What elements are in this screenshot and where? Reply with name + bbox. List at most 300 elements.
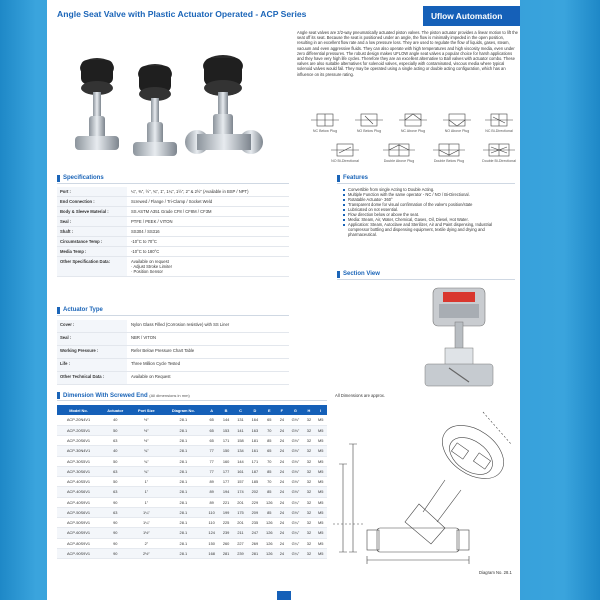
table-cell: 185 <box>248 477 262 487</box>
table-cell: 1½" <box>131 528 163 538</box>
table-cell: 70 <box>262 425 276 435</box>
table-cell: 50 <box>100 456 131 466</box>
actuator-key: Cover : <box>57 320 127 332</box>
table-cell: 28.1 <box>162 538 204 548</box>
spec-row <box>57 247 289 257</box>
symbol-nc-above-plug <box>395 112 431 136</box>
symbol-double-bi-directional <box>481 142 517 166</box>
table-row <box>57 538 327 548</box>
table-cell: 24 <box>276 415 287 425</box>
table-cell: 24 <box>276 436 287 446</box>
spec-value: Screwed / Flange / Tri-Clamp / Socket Weld <box>131 199 213 204</box>
page-number-tab <box>277 591 291 600</box>
actuator-key: Working Pressure : <box>57 346 127 358</box>
table-cell: 281 <box>219 548 233 558</box>
table-cell: G⅛" <box>287 425 303 435</box>
table-cell: ACP-80S9V1 <box>57 538 100 548</box>
table-cell: M5 <box>314 548 327 558</box>
actuator-value: Available on Request <box>131 374 171 379</box>
table-cell: 171 <box>248 456 262 466</box>
table-cell: 164 <box>248 415 262 425</box>
column-header: A <box>204 405 218 415</box>
table-cell: ½" <box>131 415 163 425</box>
table-cell: 126 <box>262 497 276 507</box>
table-cell: 24 <box>276 425 287 435</box>
spec-value: SS ASTM A351 Grade CF8 / CF8M / CF3M <box>131 209 212 214</box>
table-cell: M5 <box>314 507 327 517</box>
spec-value: -10°C to 180°C <box>131 249 160 254</box>
brand-badge: Uflow Automation <box>423 6 520 26</box>
table-cell: M5 <box>314 425 327 435</box>
feature-item: Multiple Function with the same operator - NC / NO / Bi-Directional. <box>343 192 513 197</box>
spec-key: Seal : <box>57 217 127 226</box>
table-cell: 32 <box>304 415 315 425</box>
table-cell: 24 <box>276 507 287 517</box>
table-cell: G¼" <box>287 528 303 538</box>
column-header: Diagram No. <box>162 405 204 415</box>
spec-key: Media Temp : <box>57 247 127 256</box>
table-cell: ¾" <box>131 456 163 466</box>
dimension-note: All Dimensions are approx. <box>335 393 386 398</box>
table-cell: 32 <box>304 487 315 497</box>
table-cell: 65 <box>262 446 276 456</box>
table-cell: 144 <box>219 415 233 425</box>
spec-row <box>57 227 289 237</box>
table-cell: ACP-30N4V1 <box>57 446 100 456</box>
table-cell: 150 <box>204 538 218 548</box>
feature-item: Application: Steam, Autoclave and Sterilizer, Air and Paint dispensing, Industrial compressor bottling and dispensing equipment, textile dying and drying and pharmaceutical. <box>343 222 513 237</box>
table-row <box>57 548 327 558</box>
table-cell: 32 <box>304 425 315 435</box>
table-cell: ½" <box>131 425 163 435</box>
table-row <box>57 518 327 528</box>
table-cell: 239 <box>233 548 247 558</box>
column-header: F <box>276 405 287 415</box>
table-cell: 181 <box>248 436 262 446</box>
valve-symbols <box>299 112 517 170</box>
table-cell: 201 <box>233 518 247 528</box>
table-cell: 70 <box>262 477 276 487</box>
product-photo <box>53 30 289 170</box>
valve-drawing-icon <box>333 404 517 576</box>
table-cell: 269 <box>248 538 262 548</box>
table-cell: 65 <box>204 415 218 425</box>
table-cell: 24 <box>276 456 287 466</box>
dimension-subtitle: (All dimensions in mm) <box>149 393 190 398</box>
symbol-label: Double Below Plug <box>433 159 465 163</box>
table-cell: 221 <box>219 497 233 507</box>
table-cell: G¼" <box>287 497 303 507</box>
column-header: D <box>248 405 262 415</box>
table-cell: 40 <box>100 415 131 425</box>
table-cell: 126 <box>262 518 276 528</box>
dimension-body <box>57 415 327 559</box>
valve-photo-icon <box>53 30 289 170</box>
table-cell: 1" <box>131 497 163 507</box>
column-header: Actuator <box>100 405 131 415</box>
table-cell: 24 <box>276 528 287 538</box>
table-cell: ACP-50S9V1 <box>57 518 100 528</box>
table-cell: 168 <box>204 548 218 558</box>
table-cell: 202 <box>248 487 262 497</box>
column-header: C <box>233 405 247 415</box>
table-row <box>57 507 327 517</box>
table-cell: ACP-30S6V1 <box>57 466 100 476</box>
section-heading-specifications: Specifications <box>57 174 289 184</box>
table-cell: M5 <box>314 415 327 425</box>
actuator-row <box>57 372 289 385</box>
table-cell: 1¼" <box>131 518 163 528</box>
table-cell: G⅛" <box>287 436 303 446</box>
table-cell: 24 <box>276 538 287 548</box>
table-cell: 32 <box>304 446 315 456</box>
page-header <box>47 0 520 30</box>
table-cell: M5 <box>314 477 327 487</box>
section-heading-actuator-type: Actuator Type <box>57 306 289 316</box>
catalog-page <box>47 0 520 600</box>
table-cell: 201 <box>233 497 247 507</box>
table-row <box>57 425 327 435</box>
table-cell: 24 <box>276 446 287 456</box>
table-row <box>57 477 327 487</box>
table-cell: M5 <box>314 538 327 548</box>
table-cell: 28.1 <box>162 456 204 466</box>
table-cell: 209 <box>248 507 262 517</box>
table-cell: 187 <box>248 466 262 476</box>
table-cell: 32 <box>304 518 315 528</box>
table-cell: 144 <box>233 456 247 466</box>
table-cell: 32 <box>304 466 315 476</box>
table-cell: 32 <box>304 538 315 548</box>
section-heading-features: Features <box>337 174 515 184</box>
spec-value: SS304 / SS316 <box>131 229 160 234</box>
feature-item: Media: Steam, Air, Water, Chemical, Gases, Oil, Diesel, Hot Water. <box>343 217 513 222</box>
column-header: G <box>287 405 303 415</box>
symbol-label: Double Bi-Directional <box>482 159 516 163</box>
symbol-nc-bi-directional <box>481 112 517 136</box>
table-cell: 63 <box>100 466 131 476</box>
table-cell: 63 <box>100 487 131 497</box>
actuator-value: Three Million Cycle Tested <box>131 361 181 366</box>
page-title: Angle Seat Valve with Plastic Actuator Operated - ACP Series <box>57 9 307 19</box>
table-cell: 28.1 <box>162 487 204 497</box>
table-cell: ACP-50S6V1 <box>57 507 100 517</box>
table-cell: 194 <box>219 487 233 497</box>
table-cell: ACP-90S9V1 <box>57 548 100 558</box>
table-cell: M5 <box>314 528 327 538</box>
symbol-label: NC Above Plug <box>400 129 426 133</box>
table-cell: 24 <box>276 487 287 497</box>
actuator-key: Seal : <box>57 333 127 345</box>
table-cell: 175 <box>233 507 247 517</box>
table-cell: G¼" <box>287 538 303 548</box>
table-cell: 28.1 <box>162 466 204 476</box>
table-cell: G⅛" <box>287 477 303 487</box>
table-cell: 63 <box>100 507 131 517</box>
table-cell: 134 <box>233 446 247 456</box>
table-cell: 28.1 <box>162 497 204 507</box>
column-header: B <box>219 405 233 415</box>
column-header: H <box>304 405 315 415</box>
symbol-label: NO Above Plug <box>444 129 470 133</box>
table-cell: 1" <box>131 487 163 497</box>
spec-row <box>57 237 289 247</box>
table-cell: 63 <box>100 436 131 446</box>
symbol-label: NO Below Plug <box>356 129 382 133</box>
table-cell: 24 <box>276 466 287 476</box>
column-header: E <box>262 405 276 415</box>
table-cell: 28.1 <box>162 507 204 517</box>
table-cell: 89 <box>204 487 218 497</box>
actuator-key: Life : <box>57 359 127 371</box>
table-cell: M5 <box>314 487 327 497</box>
table-cell: 77 <box>204 466 218 476</box>
table-cell: 177 <box>219 477 233 487</box>
table-cell: 28.1 <box>162 436 204 446</box>
table-cell: 160 <box>219 456 233 466</box>
table-cell: 32 <box>304 548 315 558</box>
spec-key: Circumstance Temp : <box>57 237 127 246</box>
table-row <box>57 415 327 425</box>
spec-value: -10°C to 70°C <box>131 239 157 244</box>
spec-row <box>57 207 289 217</box>
dimension-title: Dimension With Screwed End <box>63 393 148 399</box>
table-cell: ACP-20N4V1 <box>57 415 100 425</box>
table-cell: 70 <box>262 456 276 466</box>
spec-key: Shaft : <box>57 227 127 236</box>
table-cell: 260 <box>219 538 233 548</box>
diagram-caption: Diagram No. 28.1 <box>479 570 512 575</box>
table-cell: 24 <box>276 497 287 507</box>
symbol-nc-below-plug <box>307 112 343 136</box>
table-cell: 90 <box>100 497 131 507</box>
column-header: Port Size <box>131 405 163 415</box>
table-cell: 161 <box>233 466 247 476</box>
table-cell: 85 <box>262 436 276 446</box>
actuator-key: Other Technical Data : <box>57 372 127 384</box>
table-cell: 239 <box>219 528 233 538</box>
table-row <box>57 436 327 446</box>
table-cell: 24 <box>276 477 287 487</box>
dimension-table <box>57 405 327 559</box>
table-cell: ACP-40S9V1 <box>57 497 100 507</box>
table-cell: 153 <box>219 425 233 435</box>
table-cell: 32 <box>304 436 315 446</box>
table-cell: 32 <box>304 528 315 538</box>
table-cell: 24 <box>276 518 287 528</box>
table-cell: 150 <box>219 446 233 456</box>
table-cell: 247 <box>248 528 262 538</box>
table-cell: 126 <box>262 538 276 548</box>
table-cell: 90 <box>100 518 131 528</box>
features-list <box>343 187 513 237</box>
table-cell: 32 <box>304 477 315 487</box>
intro-paragraph: Angle seat valves are 2/2-way pneumatically actuated piston valves. The piston actuator provides a linear motion to lift the seat off its seat. Because the seat is positioned under an angle, the flow is minimally impeded in the open position, resulting in an excellent flow rate and a low pressure loss. They are used to regulate the flow of liquids, gases, steam, vacuum and even aggressive fluids. They can also operate with high temperatures and high viscosity media, even under zero differential pressures. The robust design makes UFLOW angle seat valves a popular choice for harsh applications and they have very high life cycles. Therefore they are an excellent alternative to Ball valves with actuator combo. These valves are also suitable alternatives for solenoid valves, especially with contaminated, viscous media where typical solenoid valves would fail. They may be operated using a single acting or double acting configuration, which has an influence on its pressure rating. <box>297 30 518 77</box>
actuator-value: Refer Below Pressure Chart Table <box>131 348 195 353</box>
actuator-row <box>57 333 289 346</box>
table-cell: 28.1 <box>162 477 204 487</box>
table-cell: 89 <box>204 497 218 507</box>
table-cell: G⅛" <box>287 507 303 517</box>
table-cell: 2½" <box>131 548 163 558</box>
dimension-header-row <box>57 405 327 415</box>
table-cell: 281 <box>248 548 262 558</box>
section-view-image <box>419 282 499 392</box>
table-cell: 85 <box>262 507 276 517</box>
table-cell: ACP-60S9V1 <box>57 528 100 538</box>
table-cell: 77 <box>204 456 218 466</box>
table-cell: M5 <box>314 446 327 456</box>
table-cell: 225 <box>219 518 233 528</box>
spec-value: ¼", ⅜", ½", ¾", 1", 1¼", 1½", 2" & 2½" (Available in BSP / NPT) <box>131 189 249 194</box>
spec-value: Available on request · Adjust Stroke Limiter · Position Sensor <box>131 259 172 274</box>
symbol-label: Double Above Plug <box>383 159 415 163</box>
table-cell: G⅛" <box>287 466 303 476</box>
section-heading-section-view: Section View <box>337 270 515 280</box>
actuator-row <box>57 359 289 372</box>
table-cell: 65 <box>204 436 218 446</box>
spec-key: End Connection : <box>57 197 127 206</box>
table-cell: 124 <box>204 528 218 538</box>
table-cell: 199 <box>219 507 233 517</box>
spec-value: PTFE / PEEK / VITON <box>131 219 173 224</box>
table-cell: 141 <box>233 425 247 435</box>
table-cell: 2" <box>131 538 163 548</box>
table-row <box>57 487 327 497</box>
symbol-label: NO Bi-Directional <box>331 159 359 163</box>
table-cell: M5 <box>314 436 327 446</box>
table-cell: 32 <box>304 456 315 466</box>
table-cell: 158 <box>233 436 247 446</box>
spec-key: Port : <box>57 187 127 196</box>
table-cell: G⅛" <box>287 446 303 456</box>
table-cell: 161 <box>248 446 262 456</box>
table-cell: G¼" <box>287 518 303 528</box>
feature-item: Convertible from single Acting to Double Acting. <box>343 187 513 192</box>
spec-row <box>57 217 289 227</box>
symbol-label: NC Bi-Directional <box>485 129 513 133</box>
table-cell: 77 <box>204 446 218 456</box>
feature-item: Lubricated on not essential. <box>343 207 513 212</box>
section-heading-dimension <box>57 391 327 401</box>
actuator-row <box>57 320 289 333</box>
spec-key: Body & Sleeve Material : <box>57 207 127 216</box>
table-cell: M5 <box>314 497 327 507</box>
symbol-no-bi-directional <box>327 142 363 166</box>
spec-row <box>57 257 289 277</box>
table-cell: 163 <box>248 425 262 435</box>
table-cell: 28.1 <box>162 415 204 425</box>
table-cell: 65 <box>262 415 276 425</box>
table-cell: ACP-40S6V1 <box>57 487 100 497</box>
table-cell: M5 <box>314 456 327 466</box>
feature-item: Transparent dome for visual confirmation of the valve's position/state <box>343 202 513 207</box>
table-cell: ACP-30S5V1 <box>57 456 100 466</box>
table-cell: 28.1 <box>162 518 204 528</box>
table-cell: G⅛" <box>287 456 303 466</box>
table-cell: 28.1 <box>162 528 204 538</box>
table-cell: 171 <box>219 436 233 446</box>
table-cell: 85 <box>262 466 276 476</box>
actuator-value: NBR / VITON <box>131 335 157 340</box>
table-cell: 157 <box>233 477 247 487</box>
table-cell: 32 <box>304 497 315 507</box>
table-cell: 90 <box>100 538 131 548</box>
column-header: Model No. <box>57 405 100 415</box>
table-cell: 229 <box>248 497 262 507</box>
table-cell: 24 <box>276 548 287 558</box>
table-row <box>57 446 327 456</box>
actuator-value: Nylon Glass Filled (Corrosion resistive) with SS Liner <box>131 322 230 327</box>
table-cell: ACP-20S5V1 <box>57 425 100 435</box>
table-row <box>57 497 327 507</box>
table-cell: 126 <box>262 548 276 558</box>
table-cell: 28.1 <box>162 446 204 456</box>
table-cell: G⅛" <box>287 415 303 425</box>
symbol-no-below-plug <box>351 112 387 136</box>
feature-item: Rotatable Actuator- 360° <box>343 197 513 202</box>
table-cell: 110 <box>204 518 218 528</box>
table-cell: ½" <box>131 436 163 446</box>
table-cell: 50 <box>100 425 131 435</box>
table-cell: 110 <box>204 507 218 517</box>
feature-item: Flow direction below or above the seat. <box>343 212 513 217</box>
table-cell: 32 <box>304 507 315 517</box>
actuator-row <box>57 346 289 359</box>
table-row <box>57 528 327 538</box>
table-cell: 85 <box>262 487 276 497</box>
specifications-table <box>57 187 289 277</box>
table-cell: 28.1 <box>162 548 204 558</box>
table-cell: 89 <box>204 477 218 487</box>
spec-key: Other Specification Data: <box>57 257 127 276</box>
table-cell: 174 <box>233 487 247 497</box>
actuator-table <box>57 320 289 385</box>
table-row <box>57 456 327 466</box>
table-row <box>57 466 327 476</box>
table-cell: 131 <box>233 415 247 425</box>
table-cell: M5 <box>314 518 327 528</box>
spec-row <box>57 197 289 207</box>
table-cell: 211 <box>233 528 247 538</box>
table-cell: 227 <box>233 538 247 548</box>
table-cell: 177 <box>219 466 233 476</box>
table-cell: 1¼" <box>131 507 163 517</box>
table-cell: ¾" <box>131 466 163 476</box>
table-cell: 90 <box>100 548 131 558</box>
symbol-no-above-plug <box>439 112 475 136</box>
table-cell: ¾" <box>131 446 163 456</box>
table-cell: M5 <box>314 466 327 476</box>
table-cell: 50 <box>100 477 131 487</box>
symbol-double-above-plug <box>381 142 417 166</box>
table-cell: 65 <box>204 425 218 435</box>
dimension-diagram <box>333 404 517 576</box>
table-cell: G⅛" <box>287 487 303 497</box>
table-cell: 126 <box>262 528 276 538</box>
table-cell: 235 <box>248 518 262 528</box>
table-cell: 90 <box>100 528 131 538</box>
table-cell: 28.1 <box>162 425 204 435</box>
column-header: I <box>314 405 327 415</box>
table-cell: 40 <box>100 446 131 456</box>
valve-cutaway-icon <box>419 282 499 392</box>
table-cell: G¼" <box>287 548 303 558</box>
spec-row <box>57 187 289 197</box>
table-cell: 1" <box>131 477 163 487</box>
table-cell: ACP-20S6V1 <box>57 436 100 446</box>
table-cell: ACP-40S5V1 <box>57 477 100 487</box>
